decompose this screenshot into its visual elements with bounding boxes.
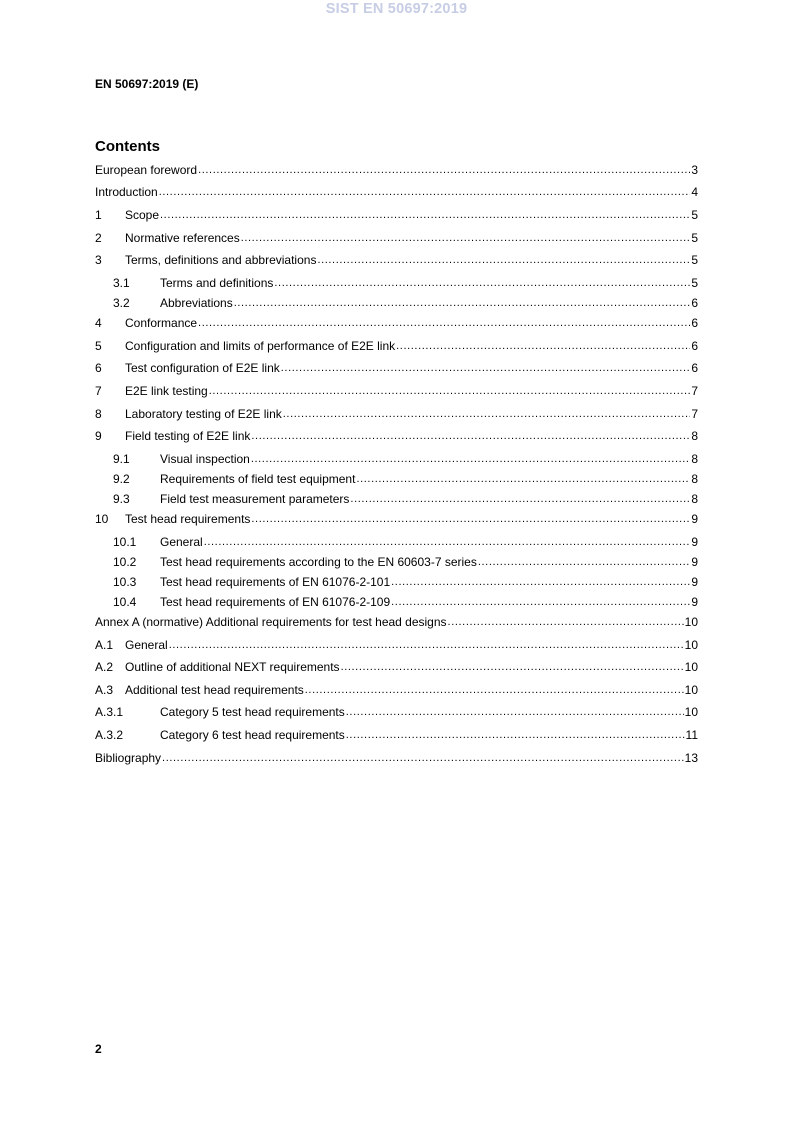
toc-entry[interactable]: 10 Test head requirements ..... 9	[95, 510, 698, 526]
toc-entry[interactable]: Bibliography ..... 13	[95, 749, 698, 765]
toc-entry[interactable]: A.3.2 Category 6 test head requirements ..... 11	[95, 726, 698, 742]
toc-entry[interactable]: A.2 Outline of additional NEXT requirements ..... 10	[95, 658, 698, 674]
toc-entry[interactable]: 10.3 Test head requirements of EN 61076-2-101 ..... 9	[95, 573, 698, 589]
toc-entry[interactable]: 5 Configuration and limits of performance of E2E link ..... 6	[95, 337, 698, 353]
toc-entry[interactable]: 9.3 Field test measurement parameters ..... 8	[95, 490, 698, 506]
toc-entry[interactable]: European foreword ..... 3	[95, 161, 698, 177]
document-id-header: EN 50697:2019 (E)	[95, 77, 199, 91]
toc-entry[interactable]: 1 Scope ..... 5	[95, 206, 698, 222]
toc-entry[interactable]: 4 Conformance ..... 6	[95, 314, 698, 330]
toc-entry[interactable]: 9 Field testing of E2E link ..... 8	[95, 427, 698, 443]
toc-entry[interactable]: 3.2 Abbreviations ..... 6	[95, 294, 698, 310]
toc-entry[interactable]: A.3 Additional test head requirements ..... 10	[95, 681, 698, 697]
toc-entry[interactable]: 7 E2E link testing ..... 7	[95, 382, 698, 398]
toc-entry[interactable]: 9.2 Requirements of field test equipment ..... 8	[95, 470, 698, 486]
toc-entry[interactable]: Introduction ..... 4	[95, 183, 698, 199]
toc-entry[interactable]: 6 Test configuration of E2E link ..... 6	[95, 359, 698, 375]
toc-entry[interactable]: 8 Laboratory testing of E2E link ..... 7	[95, 405, 698, 421]
toc-entry[interactable]: 2 Normative references ..... 5	[95, 229, 698, 245]
toc-entry[interactable]: A.3.1 Category 5 test head requirements ..... 10	[95, 703, 698, 719]
page-number: 2	[95, 1042, 102, 1056]
toc-entry[interactable]: 10.4 Test head requirements of EN 61076-2-109 ..... 9	[95, 593, 698, 609]
toc-entry[interactable]: 3 Terms, definitions and abbreviations ..... 5	[95, 251, 698, 267]
toc-entry[interactable]: 9.1 Visual inspection ..... 8	[95, 450, 698, 466]
contents-heading: Contents	[95, 138, 160, 155]
toc-entry[interactable]: 3.1 Terms and definitions ..... 5	[95, 274, 698, 290]
toc-entry[interactable]: 10.1 General ..... 9	[95, 533, 698, 549]
toc-entry[interactable]: 10.2 Test head requirements according to the EN 60603-7 series ..... 9	[95, 553, 698, 569]
toc-entry[interactable]: Annex A (normative) Additional requirements for test head designs ..... 10	[95, 613, 698, 629]
watermark: SIST EN 50697:2019	[325, 1, 468, 17]
toc-entry[interactable]: A.1 General ..... 10	[95, 636, 698, 652]
